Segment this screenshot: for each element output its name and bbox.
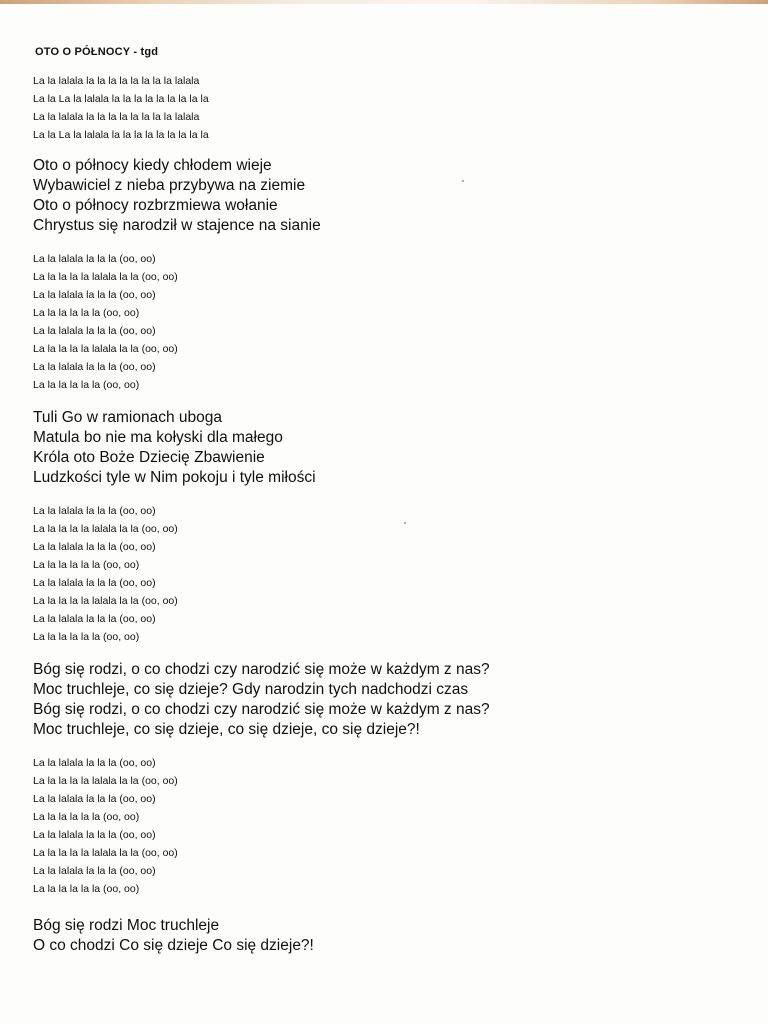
lyric-line: La la la la la lalala la la (oo, oo) [33, 775, 178, 787]
chorus-la-block-3 [33, 754, 733, 898]
lyric-line: Wybawiciel z nieba przybywa na ziemie [33, 177, 306, 194]
lyric-line: O co chodzi Co się dzieje Co się dzieje?! [33, 937, 314, 954]
lyric-line: Moc truchleje, co się dzieje? Gdy narodzin tych nadchodzi czas [33, 681, 469, 698]
lyric-line: La la la la la la (oo, oo) [33, 379, 140, 391]
lyric-line: La la lalala la la la (oo, oo) [33, 829, 156, 841]
lyric-line: Bóg się rodzi, o co chodzi czy narodzić się może w każdym z nas? [33, 661, 490, 678]
outro [33, 916, 733, 956]
lyric-line: Tuli Go w ramionach uboga [33, 409, 222, 426]
lyric-line: La la la la la lalala la la (oo, oo) [33, 595, 178, 607]
song-title: OTO O PÓŁNOCY - tgd [35, 46, 159, 58]
lyric-line: La la lalala la la la (oo, oo) [33, 505, 156, 517]
chorus-la-block-1 [33, 250, 733, 394]
chorus-la-block-2 [33, 502, 733, 646]
lyric-line: La la La la lalala la la la la la la la la la [33, 93, 209, 105]
page-top-edge [0, 0, 768, 4]
lyric-line: La la la la la la (oo, oo) [33, 883, 140, 895]
lyric-line: Moc truchleje, co się dzieje, co się dzieje, co się dzieje?! [33, 721, 420, 738]
lyric-line: La la la la la la (oo, oo) [33, 631, 140, 643]
verse-3 [33, 660, 733, 740]
lyric-line: La la lalala la la la (oo, oo) [33, 325, 156, 337]
lyric-line: La la la la la la (oo, oo) [33, 307, 140, 319]
lyric-line: La la lalala la la la (oo, oo) [33, 865, 156, 877]
lyric-line: La la lalala la la la (oo, oo) [33, 577, 156, 589]
lyric-line: La la lalala la la la (oo, oo) [33, 361, 156, 373]
lyric-line: La la lalala la la la la la la la la lalala [33, 111, 200, 123]
lyric-line: Oto o północy rozbrzmiewa wołanie [33, 197, 278, 214]
verse-1 [33, 156, 733, 236]
lyric-line: La la la la la lalala la la (oo, oo) [33, 523, 178, 535]
lyric-line: La la lalala la la la (oo, oo) [33, 541, 156, 553]
lyric-line: La la la la la la (oo, oo) [33, 559, 140, 571]
lyric-line: La la lalala la la la (oo, oo) [33, 289, 156, 301]
lyric-line: La la lalala la la la la la la la la lalala [33, 75, 200, 87]
lyric-line: La la lalala la la la (oo, oo) [33, 253, 156, 265]
lyric-line: La la La la lalala la la la la la la la la la [33, 129, 209, 141]
lyric-line: La la lalala la la la (oo, oo) [33, 757, 156, 769]
lyric-line: Króla oto Boże Dziecię Zbawienie [33, 449, 265, 466]
intro-la-block [33, 72, 733, 144]
lyric-line: Bóg się rodzi Moc truchleje [33, 917, 220, 934]
lyric-line: La la lalala la la la (oo, oo) [33, 793, 156, 805]
lyric-line: La la lalala la la la (oo, oo) [33, 613, 156, 625]
lyric-line: Oto o północy kiedy chłodem wieje [33, 157, 272, 174]
lyric-line: La la la la la lalala la la (oo, oo) [33, 343, 178, 355]
lyric-line: Matula bo nie ma kołyski dla małego [33, 429, 283, 446]
lyric-line: La la la la la lalala la la (oo, oo) [33, 847, 178, 859]
lyric-line: La la la la la lalala la la (oo, oo) [33, 271, 178, 283]
lyrics-content [33, 46, 733, 956]
lyric-line: Ludzkości tyle w Nim pokoju i tyle miłości [33, 469, 316, 486]
lyric-line: Chrystus się narodził w stajence na sianie [33, 217, 321, 234]
lyric-line: La la la la la la (oo, oo) [33, 811, 140, 823]
verse-2 [33, 408, 733, 488]
lyric-line: Bóg się rodzi, o co chodzi czy narodzić się może w każdym z nas? [33, 701, 490, 718]
